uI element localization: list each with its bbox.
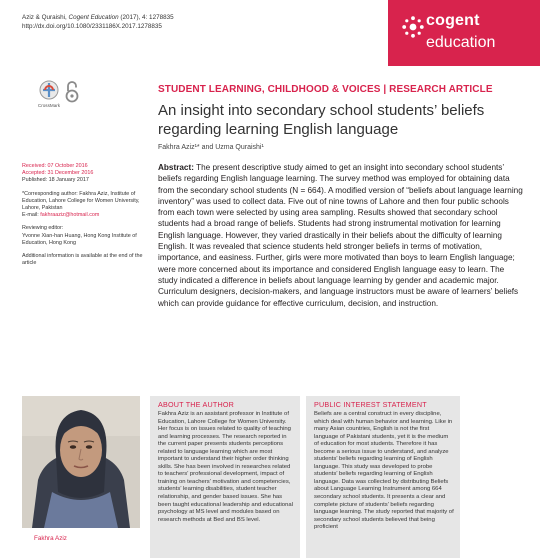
- cogent-education-logo[interactable]: [388, 0, 540, 66]
- author-photo: [22, 396, 140, 528]
- about-author-title: ABOUT THE AUTHOR: [158, 400, 235, 409]
- public-interest-title: PUBLIC INTEREST STATEMENT: [314, 400, 427, 409]
- author-portrait-image: [22, 396, 140, 528]
- abstract: [158, 162, 526, 309]
- abstract-label: Abstract:: [158, 163, 194, 172]
- author-email-link[interactable]: fakhraaziz@hotmail.com: [40, 212, 100, 219]
- logo-education-text: education: [426, 34, 496, 51]
- article-dates: [22, 163, 150, 185]
- article-authors: Fakhra Aziz¹* and Uzma Quraishi¹: [158, 144, 264, 151]
- about-author-text: Fakhra Aziz is an assistant professor in Institute of Education, Lahore College for Women University. Her focus is on issues related to quality of teaching and learning processes. The research reported in the current paper presents students perceptions related to language learning which are most important to understand their higher order thinking skills. She has been involved in researches related to teachers’ professional development, impact of training on teachers’ motivation and competencies, students’ learning disabilities, student teacher relationship, and gender based issues. She has been taught educational leadership and educational psychology at MS level and modules based on research methods at Bed and BS level.: [158, 411, 293, 523]
- received-date: Received: 07 October 2016: [22, 163, 88, 169]
- cogent-asterisk-icon: [402, 16, 424, 38]
- abstract-text: The present descriptive study aimed to get an insight into secondary school students’ beliefs regarding English language learning. The survey method was employed for obtaining data from the secondary school students (N = 664). A modified version of “beliefs about language learning inventory” was used to collect data. Five out of nine towns of Lahore and then four public schools from each town were selected by using area sampling. Results showed that secondary school students had a broad range of beliefs. Students had strong instrumental motivation for learning English language. However, they varied drastically in their beliefs about the difficulty of learning English. It was revealed that science students held stronger beliefs in terms of motivation, importance, and easiness. Further, girls were more motivated than boys to learn English language; were more concerned about its importance and considered English language easy to learn. The study indicated a difference in beliefs about language learning by gender and academic major. Curriculum designers, decision-makers, and language instructors must be aware of learners’ beliefs which can provide guidance for effective curriculum, decision, and instruction.: [158, 163, 523, 308]
- logo-cogent-text: cogent: [426, 12, 480, 29]
- open-access-lock-icon: [63, 80, 81, 104]
- article-title: An insight into secondary school students’ beliefs regarding learning English language: [158, 102, 485, 138]
- published-date: Published: 18 January 2017: [22, 177, 89, 184]
- accepted-date: Accepted: 31 December 2016: [22, 170, 94, 177]
- citation-line-1: Aziz & Quraishi, Cogent Education (2017), 4: 1278835: [22, 14, 174, 21]
- author-photo-caption: Fakhra Aziz: [34, 535, 67, 542]
- public-interest-text: Beliefs are a central construct in every discipline, which deal with human behavior and learning. Like in many Asian countries, English is not the first language of Pakistani students, yet it is the medium of education for most students. Therefore it has become a serious issue to understand, and analyze students’ beliefs regarding learning of English language. This study was developed to probe students’ beliefs regarding learning of English language. Data was collected by distributing Beliefs about Language Learning Instrument among 664 secondary school students. It presents a clear and complete picture of students’ beliefs regarding language learning. The study reported that majority of secondary school students believed that being proficient: [314, 411, 454, 531]
- section-label: STUDENT LEARNING, CHILDHOOD & VOICES | RESEARCH ARTICLE: [158, 84, 493, 95]
- article-citation: [22, 14, 174, 31]
- corresponding-author: *Corresponding author: Fakhra Aziz, Institute of Education, Lahore College for Women University, Lahore, Pakistan E-mail: fakhraaziz@hotmail.com: [22, 190, 140, 219]
- reviewing-editor: Reviewing editor: Yvonne Xian-han Huang, Hong Kong Institute of Education, Hong Kong: [22, 225, 137, 246]
- article-meta: [22, 163, 150, 273]
- doi-link[interactable]: http://dx.doi.org/10.1080/2331186X.2017.1278835: [22, 22, 162, 30]
- crossmark-label: CrossMark: [38, 103, 60, 108]
- about-author-panel: [150, 396, 300, 558]
- crossmark-icon[interactable]: [38, 80, 60, 110]
- public-interest-panel: [306, 396, 460, 558]
- additional-information: Additional information is available at the end of the article: [22, 253, 143, 267]
- journal-name: Cogent Education: [68, 14, 119, 21]
